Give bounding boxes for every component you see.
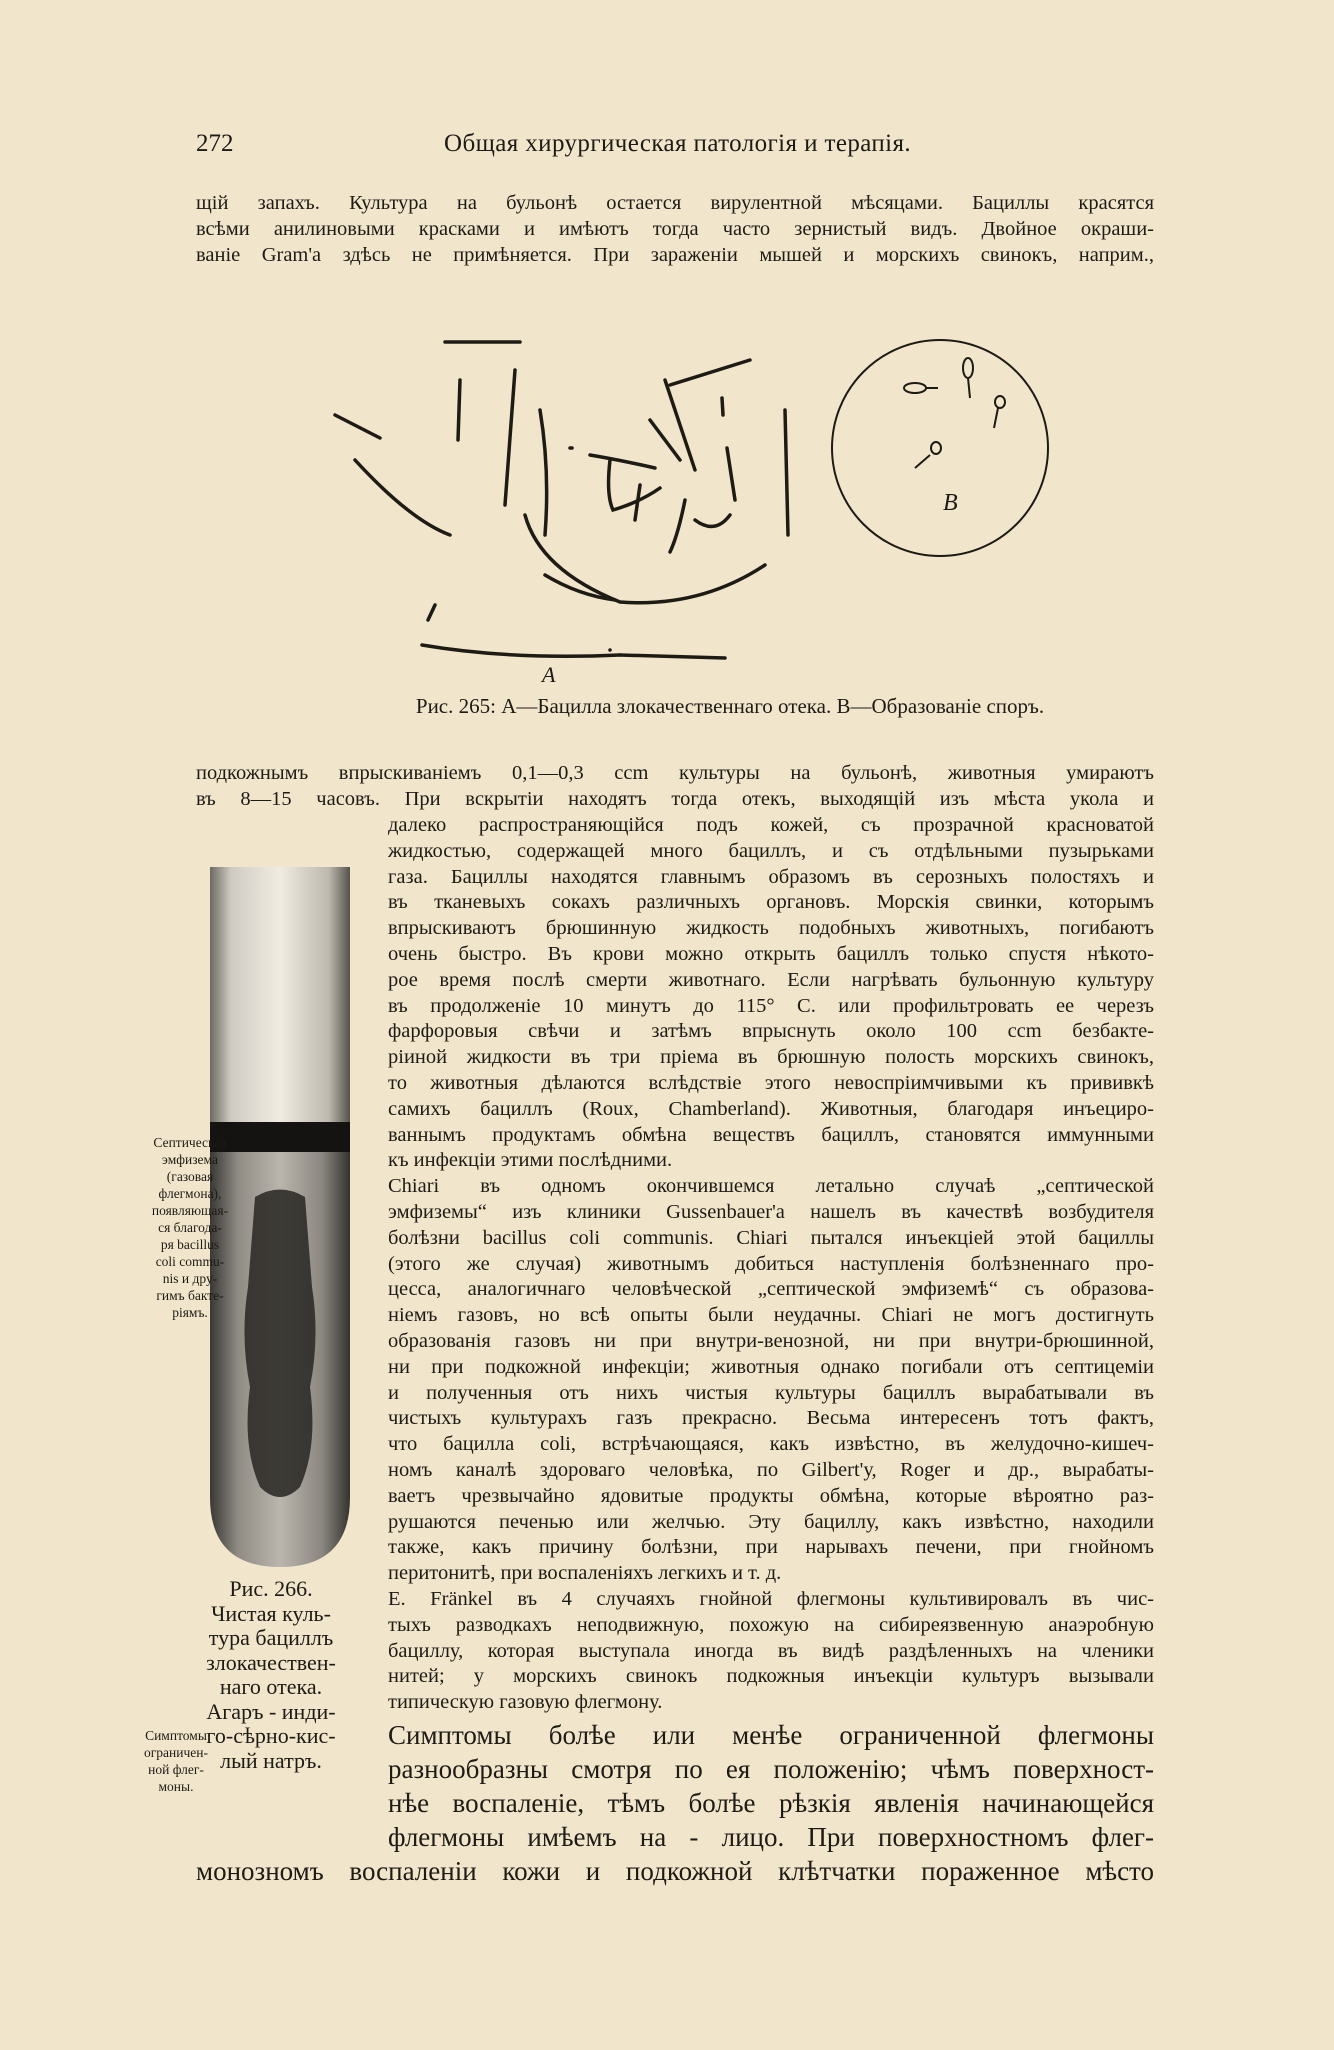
caption-line: тура бациллъ	[208, 1625, 334, 1650]
text-line: щій запахъ. Культура на бульонѣ остается вирулентной мѣсяцами. Бациллы красятся	[196, 192, 1154, 214]
text-line: эмфиземы“ изъ клиники Gussenbauer'а нашелъ въ качествѣ возбудителя	[388, 1201, 1154, 1223]
text-line: ваетъ чрезвычайно ядовитые продукты обмѣна, которые вѣроятно раз-	[388, 1484, 1154, 1507]
text-line: всѣми анилиновыми красками и имѣютъ тогда часто зернистый видъ. Двойное окраши-	[196, 218, 1154, 240]
caption-line: Агаръ - инди-	[206, 1698, 336, 1724]
caption-line: Чистая куль-	[211, 1600, 331, 1626]
tube-glass	[210, 867, 350, 1132]
bacilli-drawing	[335, 342, 788, 658]
text-line-large: Симптомы болѣе или менѣе ограниченной флегмоны	[388, 1720, 1154, 1750]
text-line-large: разнообразны смотря по ея положенію; чѣмъ поверхност-	[388, 1754, 1154, 1784]
text-line: далеко распространяющійся подъ кожей, съ прозрачной красноватой	[388, 814, 1154, 836]
figure-265-caption: Рис. 265: А—Бацилла злокачественнаго отека. В—Образованіе споръ.	[415, 694, 1045, 718]
margin-note-septic-emphysema	[140, 1134, 240, 1321]
text-line: Chiari въ одномъ окончившемся летально случаѣ „септической	[388, 1175, 1154, 1198]
text-line: жидкостью, содержащей много бациллъ, и съ отдѣльными пузырьками	[388, 839, 1154, 862]
text-line: номъ каналѣ здороваго человѣка, по Gilbert'у, Roger и др., вырабаты-	[388, 1459, 1154, 1481]
text-line: очень быстро. Въ крови можно открыть бациллъ только спустя нѣкото-	[388, 943, 1154, 965]
caption-line: Рис. 266.	[229, 1576, 313, 1601]
text-line: образованія газовъ ни при внутри-венозной, ни при внутри-брюшинной,	[388, 1330, 1154, 1352]
text-line-large: флегмоны имѣемъ на - лицо. При поверхностномъ флег-	[388, 1822, 1154, 1852]
running-title: Общая хирургическая патологія и терапія.	[444, 130, 912, 157]
margin-note-line: ріямъ.	[172, 1305, 208, 1320]
margin-note-line: Симптомы	[145, 1728, 207, 1743]
margin-note-line: гимъ бакте-	[156, 1288, 224, 1303]
text-line: E. Fränkel въ 4 случаяхъ гнойной флегмоны культивировалъ въ чис-	[388, 1588, 1154, 1610]
text-line: рушаются печенью или желчью. Эту бациллу, какъ извѣстно, находили	[388, 1510, 1154, 1533]
figure-label-b: B	[943, 490, 958, 516]
text-line: подкожнымъ впрыскиваніемъ 0,1—0,3 ccm культуры на бульонѣ, животныя умираютъ	[196, 762, 1154, 784]
text-line: бациллу, которая выступала иногда въ видѣ раздѣленныхъ на членики	[388, 1639, 1154, 1662]
text-line: въ 8—15 часовъ. При вскрытіи находятъ тогда отекъ, выходящій изъ мѣста укола и	[196, 788, 1154, 810]
margin-note-line: флегмона),	[158, 1186, 222, 1201]
text-line: то животныя дѣлаются вслѣдствіе этого невоспріимчивыми къ прививкѣ	[388, 1072, 1154, 1094]
figure-265-illustration	[310, 320, 1110, 700]
text-line: газа. Бациллы находятся главнымъ образомъ въ серозныхъ полостяхъ и	[388, 865, 1154, 888]
text-line: ніемъ газовъ, но всѣ опыты были неудачны. Chiari не могъ достигнуть	[388, 1304, 1154, 1327]
text-line-large: монозномъ воспаленіи кожи и подкожной клѣтчатки пораженное мѣсто	[196, 1856, 1154, 1886]
text-line: ваніе Gram'а здѣсь не примѣняется. При зараженіи мышей и морскихъ свинокъ, наприм.,	[196, 244, 1154, 266]
text-line: къ инфекціи этими послѣдними.	[388, 1149, 673, 1172]
margin-note-line: ря bacillus	[160, 1237, 220, 1252]
text-line: самихъ бациллъ (Roux, Chamberland). Животныя, благодаря инъециро-	[388, 1097, 1154, 1120]
text-line: типическую газовую флегмону.	[388, 1691, 663, 1714]
figure-label-a: A	[542, 662, 556, 687]
margin-note-line: coli commu-	[155, 1254, 225, 1269]
bacilli-culture	[244, 1190, 315, 1498]
text-line: рое время послѣ смерти животнаго. Если нагрѣвать бульонную культуру	[388, 968, 1154, 991]
text-line: впрыскиваютъ брюшинную жидкость подобныхъ животныхъ, погибаютъ	[388, 917, 1154, 940]
text-line: тыхъ разводкахъ неподвижную, похожую на сибиреязвенную анаэробную	[388, 1613, 1154, 1636]
text-line: въ продолженіе 10 минутъ до 115° С. или профильтровать ее черезъ	[388, 994, 1154, 1017]
page-number: 272	[196, 130, 234, 157]
text-line: (этого же случая) животнымъ добиться наступленія болѣзненнаго про-	[388, 1252, 1154, 1275]
margin-note-line: эмфизема	[162, 1152, 218, 1167]
margin-note-symptoms	[126, 1727, 226, 1795]
caption-line: злокачествен-	[206, 1649, 336, 1675]
text-line: фарфоровыя свѣчи и затѣмъ впрыснуть около 100 ccm безбакте-	[388, 1020, 1154, 1043]
text-line: что бацилла coli, встрѣчающаяся, какъ извѣстно, въ желудочно-кишеч-	[388, 1433, 1154, 1456]
spore-circle-b	[832, 340, 1048, 556]
margin-note-line: nis и дру-	[162, 1271, 218, 1286]
text-line: нитей; у морскихъ свинокъ подкожныя инъекціи культуръ вызывали	[388, 1665, 1154, 1688]
text-line: перитонитѣ, при воспаленіяхъ легкихъ и т. д.	[388, 1562, 782, 1585]
margin-note-line: моны.	[158, 1779, 194, 1794]
margin-note-line: ограничен-	[144, 1745, 208, 1760]
text-line: и полученныя отъ нихъ чистыя культуры бациллъ вырабатывали въ	[388, 1381, 1154, 1404]
margin-note-line: (газовая	[166, 1169, 214, 1184]
margin-note-line: появляющая-	[151, 1203, 229, 1218]
caption-line: го-сѣрно-кис-	[206, 1723, 336, 1748]
text-line: ваннымъ продуктамъ обмѣна веществъ бациллъ, становятся иммунными	[388, 1123, 1154, 1146]
text-line: чистыхъ культурахъ газъ прекрасно. Весьма интересенъ тотъ фактъ,	[388, 1407, 1154, 1430]
margin-note-line: ся благода-	[158, 1220, 222, 1235]
margin-note-line: Септическая	[153, 1135, 227, 1150]
text-line: ни при подкожной инфекціи; животныя однако погибали отъ септицеміи	[388, 1355, 1154, 1378]
text-line: цесса, аналогичнаго человѣческой „септической эмфиземѣ“ съ образова-	[388, 1278, 1154, 1301]
caption-line: лый натръ.	[220, 1747, 322, 1773]
text-line: болѣзни bacillus coli communis. Chiari пытался инъекціей этой бациллы	[388, 1226, 1154, 1249]
caption-line: наго отека.	[219, 1674, 323, 1699]
text-line: ріиной жидкости въ три пріема въ брюшную полость морскихъ свинокъ,	[388, 1046, 1154, 1069]
margin-note-line: ной флег-	[148, 1762, 204, 1777]
text-line: также, какъ причину болѣзни, при нарывахъ печени, при гнойномъ	[388, 1536, 1154, 1559]
text-line: въ тканевыхъ сокахъ различныхъ органовъ. Морскія свинки, которымъ	[388, 891, 1154, 914]
text-line-large: нѣе воспаленіе, тѣмъ болѣе рѣзкія явленія начинающейся	[388, 1788, 1154, 1818]
